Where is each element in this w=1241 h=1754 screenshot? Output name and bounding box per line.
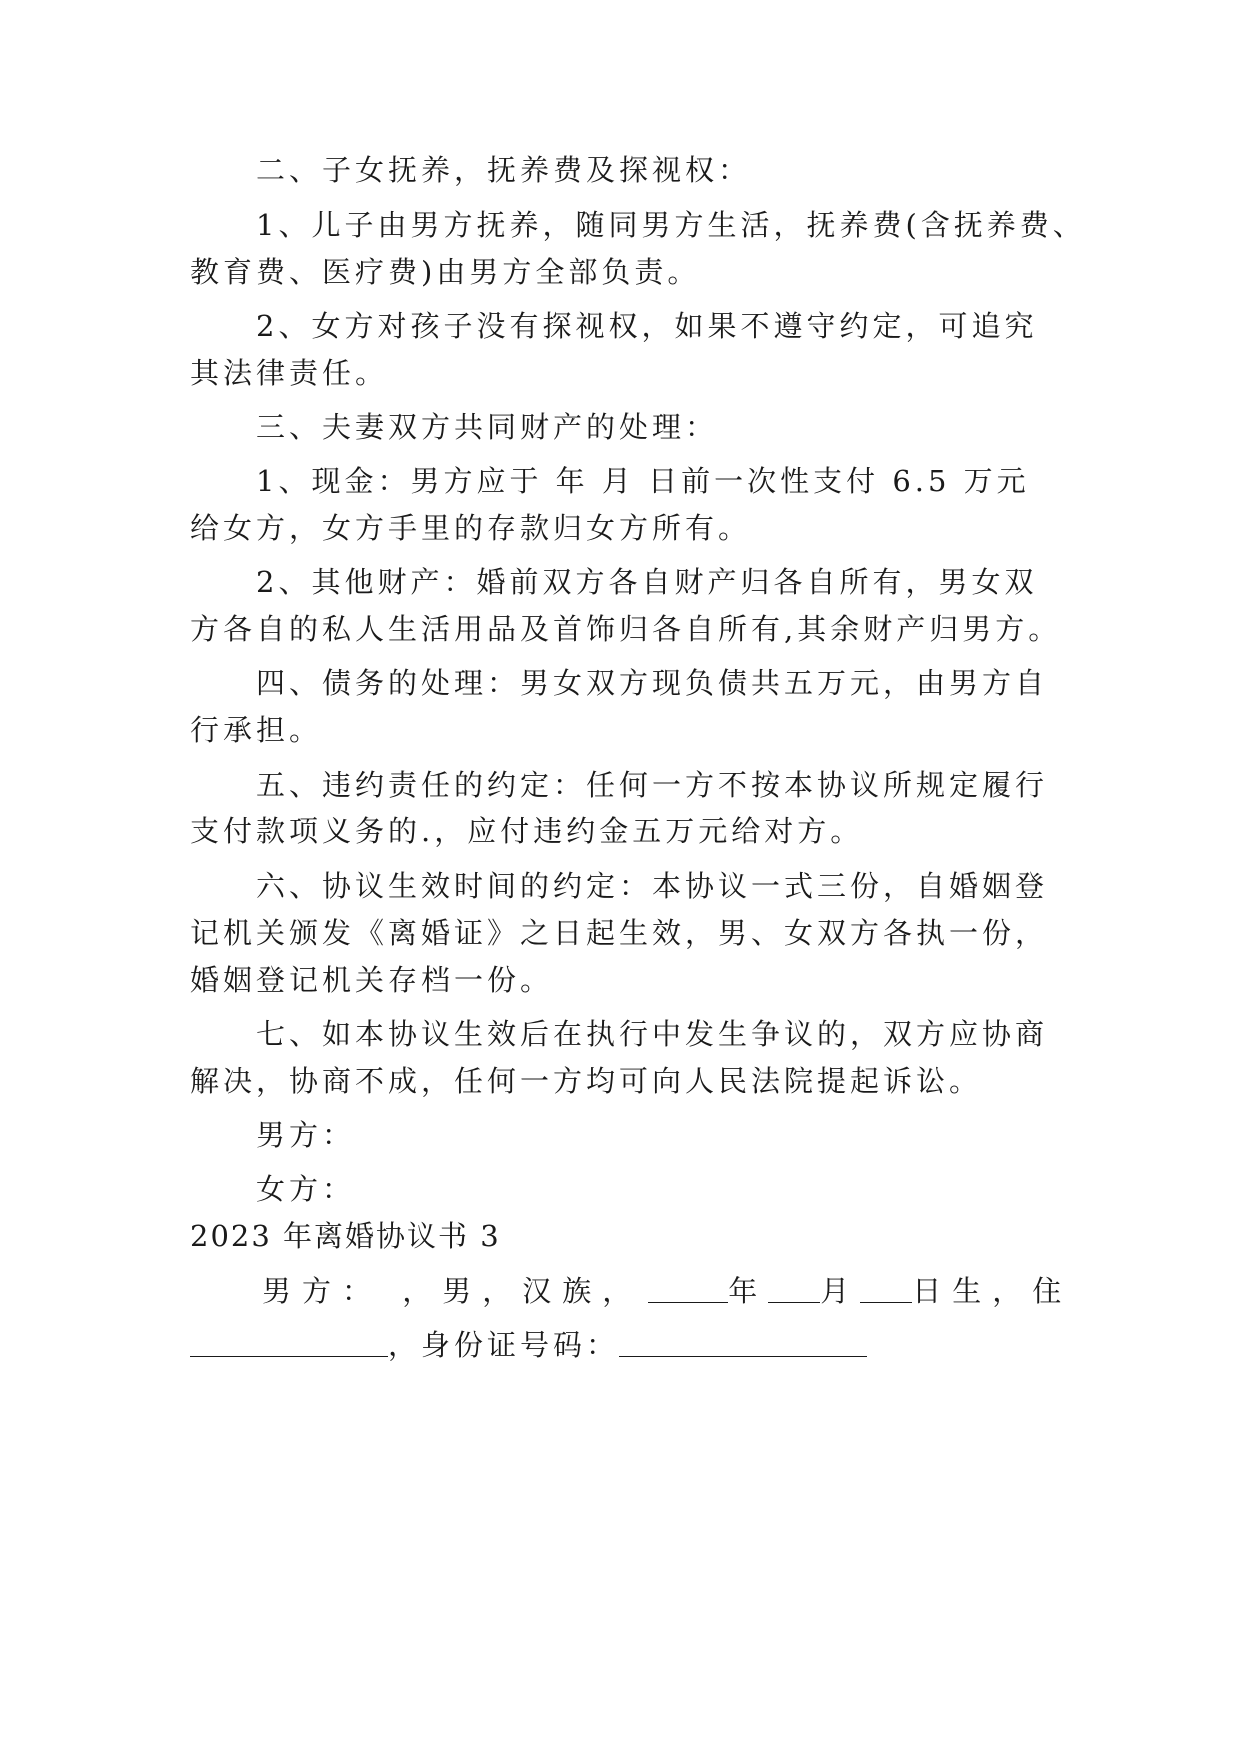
section-heading-breach: 五、违约责任的约定：任何一方不按本协议所规定履行: [256, 768, 1049, 802]
section-heading-property: 三、夫妻双方共同财产的处理：: [256, 410, 719, 444]
paragraph-line: 婚姻登记机关存档一份。: [190, 963, 554, 997]
day-blank: [860, 1276, 912, 1303]
paragraph-line: 记机关颁发《离婚证》之日起生效，男、女双方各执一份，: [190, 916, 1049, 950]
id-label: ，身份证号码：: [388, 1328, 620, 1362]
id-number-blank: [619, 1330, 867, 1357]
party-prefix: 男方： ，男，汉族，: [262, 1274, 643, 1308]
section-heading-dispute: 七、如本协议生效后在执行中发生争议的，双方应协商: [256, 1017, 1049, 1051]
day-suffix: 日生，住: [912, 1274, 1073, 1308]
year-label: 年: [728, 1274, 769, 1308]
year-blank: [648, 1276, 728, 1303]
paragraph-line: 解决，协商不成，任何一方均可向人民法院提起诉讼。: [190, 1064, 983, 1098]
address-blank: [190, 1330, 388, 1357]
signature-female-label: 女方：: [256, 1172, 356, 1206]
paragraph-line: 1、儿子由男方抚养，随同男方生活，抚养费(含抚养费、: [256, 208, 1086, 242]
paragraph-line: 其法律责任。: [190, 356, 389, 390]
section-heading-child-custody: 二、子女抚养，抚养费及探视权：: [256, 153, 752, 187]
section-heading-debt: 四、债务的处理：男女双方现负债共五万元，由男方自: [256, 666, 1049, 700]
month-label: 月: [820, 1274, 861, 1308]
id-line: [190, 1325, 1070, 1365]
paragraph-line: 教育费、医疗费)由男方全部负责。: [190, 255, 701, 289]
paragraph-line: 方各自的私人生活用品及首饰归各自所有,其余财产归男方。: [190, 612, 1062, 646]
paragraph-line: 2、其他财产：婚前双方各自财产归各自所有，男女双: [256, 565, 1038, 599]
paragraph-line: 1、现金：男方应于 年 月 日前一次性支付 6.5 万元: [256, 464, 1030, 498]
party-info-line: [262, 1271, 1077, 1311]
signature-male-label: 男方：: [256, 1118, 356, 1152]
month-blank: [768, 1276, 820, 1303]
document-title: 2023 年离婚协议书 3: [190, 1219, 501, 1253]
paragraph-line: 行承担。: [190, 713, 323, 747]
paragraph-line: 给女方，女方手里的存款归女方所有。: [190, 511, 752, 545]
paragraph-line: 2、女方对孩子没有探视权，如果不遵守约定，可追究: [256, 309, 1038, 343]
section-heading-effective-date: 六、协议生效时间的约定：本协议一式三份，自婚姻登: [256, 869, 1049, 903]
paragraph-line: 支付款项义务的.，应付违约金五万元给对方。: [190, 814, 864, 848]
